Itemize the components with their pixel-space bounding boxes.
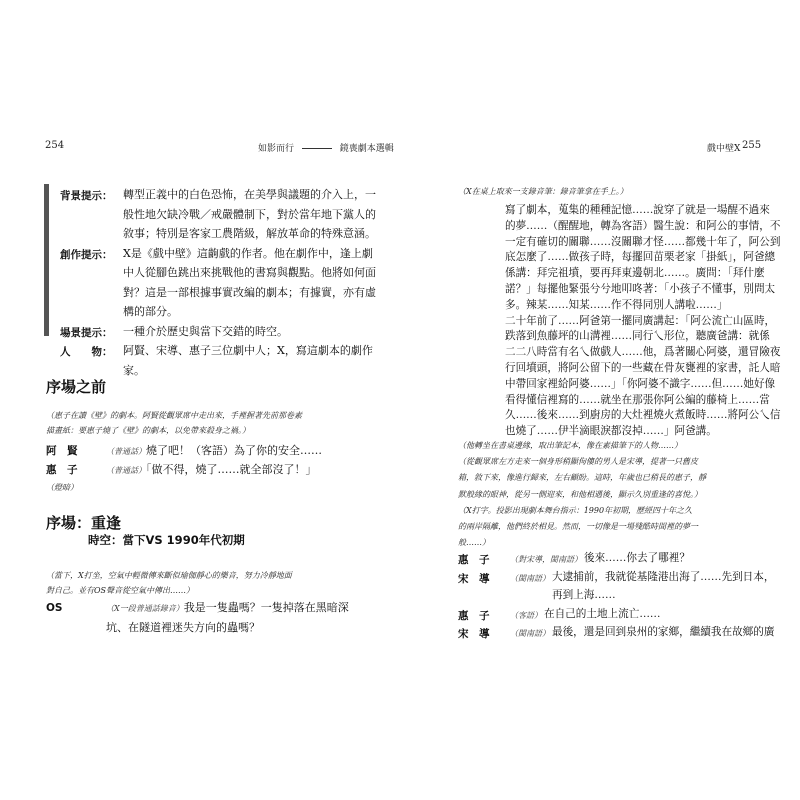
- dialogue-text: 「做不得，燒了……就全部沒了！」: [146, 463, 317, 476]
- monologue-line: 寫了劇本，蒐集的種種記憶……說穿了就是一場醒不過來: [505, 204, 770, 216]
- header-section-title: 鏡喪劇本選輯: [339, 144, 394, 154]
- monologue-line: 跌落到魚藤坪的山溝裡……同行乀形位，聽廣爸講：就係: [505, 330, 770, 343]
- dialogue-text: 燒了吧！（客語）為了你的安全……: [146, 444, 322, 457]
- info-label: 人 物：: [60, 346, 113, 358]
- speaker-name: 宋 導: [458, 572, 490, 585]
- language-note: （普通話）: [106, 466, 146, 475]
- info-text-line: 阿賢、宋導、惠子三位劇中人；X，寫這劇本的劇作: [123, 344, 373, 357]
- scene-heading: 序場之前: [46, 378, 107, 396]
- info-label: 場景提示：: [60, 326, 113, 339]
- dialogue-text: 大逮捕前，我就從基隆港出海了……先到日本，: [552, 570, 775, 583]
- scene-heading: 序場：重逢: [46, 514, 122, 532]
- info-text-line: X是《戲中壁》這齣戲的作者。他在劇作中，逢上劇: [123, 246, 373, 260]
- info-label: 背景提示：: [60, 190, 113, 202]
- scene-subheading: 時空：當下VS 1990年代初期: [88, 533, 245, 547]
- monologue-line: 諾？」每擺他緊張兮兮地叩咚著：「小孩子不懂事，別問太: [505, 283, 776, 295]
- info-text-line: 家。: [123, 363, 145, 377]
- info-text-line: 對？這是一部根據事實改編的劇本；有據實，亦有虛: [123, 285, 376, 299]
- direction-line: 描畫紙：要惠子燒了《壁》的劇本，以免帶來殺身之禍。）: [46, 426, 250, 435]
- direction-line: 箱，敘下來，像進行歸來，左右顧盼。這時，年歲也已稍長的惠子，靜: [458, 473, 706, 483]
- header-book-title: 如影而行: [258, 144, 295, 154]
- info-text-line: 般性地欠缺冷戰／戒嚴體制下，對於當年地下黨人的: [123, 207, 376, 221]
- language-note: （閩南語）: [510, 629, 550, 638]
- direction-line: （惠子在讀《壁》的劇本。阿賢從觀眾席中走出來，手裡握著先前那卷素: [46, 411, 302, 420]
- dialogue-text: 我是一隻蟲嗎？一隻掉落在黑暗深: [183, 601, 349, 614]
- dialogue-text: 在自己的土地上流亡……: [544, 607, 661, 620]
- monologue-line: 看得懂信裡寫的……就坐在那張你阿公編的藤椅上……當: [505, 393, 770, 406]
- monologue-line: 底怎麼了……做孩子時，每擺回苗栗老家「掛紙」，阿爸總: [505, 251, 776, 264]
- monologue-line: 也燒了……伊半滴眼淚都沒掉……」阿爸講。: [505, 425, 717, 438]
- info-text-line: 中人從腳色跳出來挑戰他的書寫與觀點。他將如何面: [123, 266, 376, 279]
- info-side-bar: [44, 184, 49, 336]
- direction-line: （X打字。投影出現劇本舞台指示：1990年初期，歷經四十年之久: [458, 505, 693, 515]
- monologue-line: 二十年前了……阿爸第一擺同廣講起：「阿公流亡山區時，: [505, 314, 776, 327]
- dialogue-text: 後來……你去了哪裡？: [584, 552, 690, 564]
- monologue-line: 的夢……（醒醒地，轉為客語）醫生說：和阿公的事情，不: [505, 219, 781, 232]
- monologue-line: 中帶回家裡給阿婆……」「你阿婆不識字……但……她好像: [505, 377, 776, 390]
- monologue-line: 一定有確切的關聯……沒關聯才怪……都幾十年了，阿公到: [505, 235, 781, 248]
- language-note: （普通話）: [106, 447, 146, 456]
- info-label: 創作提示：: [60, 248, 113, 261]
- monologue-line: 係講：拜完祖墳，要再拜東邊朝北……。廣問：「拜什麼: [505, 267, 765, 280]
- running-header-left: [258, 141, 394, 154]
- header-rule: [302, 148, 332, 149]
- speaker-name: 惠 子: [458, 554, 490, 566]
- dialogue-continuation: 坑、在隧道裡迷失方向的蟲嗎？: [106, 621, 260, 634]
- dialogue-text: 最後，還是回到泉州的家鄉，繼續我在故鄉的廣: [552, 626, 775, 638]
- monologue-line: 二二八時當有名乀做戲人……他，爲著關心阿婆，還冒險夜: [505, 346, 781, 359]
- stage-direction: [46, 568, 292, 598]
- right-page: [400, 0, 800, 800]
- speaker-name: 惠 子: [458, 609, 490, 622]
- info-text-line: 敘事；特別是客家工農階級，解放革命的特殊意涵。: [123, 227, 376, 240]
- monologue-line: 多。辣某……知某……作不得同別人講啦……」: [505, 298, 728, 311]
- direction-line: 默般緣的眼神，從另一側迎來，和他相遇後，顯示久別重逢的喜悅。）: [458, 489, 702, 499]
- language-note: （對宋導，閩南語）: [510, 555, 582, 564]
- direction-line: （從觀眾席左方走來一個身形稍顯佝僂的男人是宋導，提著一只舊皮: [458, 457, 698, 467]
- speaker-name: 惠 子: [46, 464, 78, 476]
- direction-line: 的兩岸隔離，他們終於相見。然而，一切像是一場殘酷時間裡的夢一: [458, 522, 698, 531]
- info-text-line: 轉型正義中的白色恐怖，在美學與議題的介入上，一: [123, 188, 376, 201]
- language-note: （X一段普通話錄音）: [106, 604, 184, 613]
- running-header-right: 戲中壁X: [707, 144, 741, 154]
- direction-line: 對自己。並有OS聲音從空氣中傳出……）: [46, 586, 195, 595]
- monologue-line: 行回墳頭，將阿公留下的一些藏在骨灰甕裡的家書，託人暗: [505, 362, 781, 374]
- language-note: （閩南語）: [510, 573, 550, 583]
- dialogue-line: [46, 597, 349, 619]
- direction-line: （當下，X打坐，空氣中輕微傳來斷似瑜伽靜心的樂音，努力冷靜地面: [46, 571, 292, 580]
- dialogue-line: [46, 459, 317, 481]
- direction-line: 般……）: [458, 538, 490, 548]
- stage-direction: [46, 408, 302, 438]
- info-text-line: 一種介於歷史與當下交錯的時空。: [123, 324, 288, 338]
- monologue-line: 久……後來……到廚房的大灶裡燒火煮飯時……將阿公乀信: [505, 409, 781, 422]
- speaker-name: 宋 導: [458, 628, 490, 640]
- stage-direction: （X在桌上取來一支錄音筆：錄音筆拿在手上。）: [458, 187, 628, 196]
- direction-line: （他轉坐在書桌邊緣，取出筆記本，像在素描筆下的人物……）: [458, 441, 682, 450]
- stage-direction: （燈暗）: [46, 483, 78, 492]
- page-number-left: 254: [45, 140, 65, 151]
- page-number-right: 255: [742, 140, 762, 151]
- language-note: （客語）: [510, 610, 542, 620]
- speaker-name: OS: [46, 602, 63, 614]
- dialogue-continuation: 再到上海……: [552, 589, 616, 601]
- info-text-line: 構的部分。: [123, 305, 178, 318]
- speaker-name: 阿 賢: [46, 445, 78, 457]
